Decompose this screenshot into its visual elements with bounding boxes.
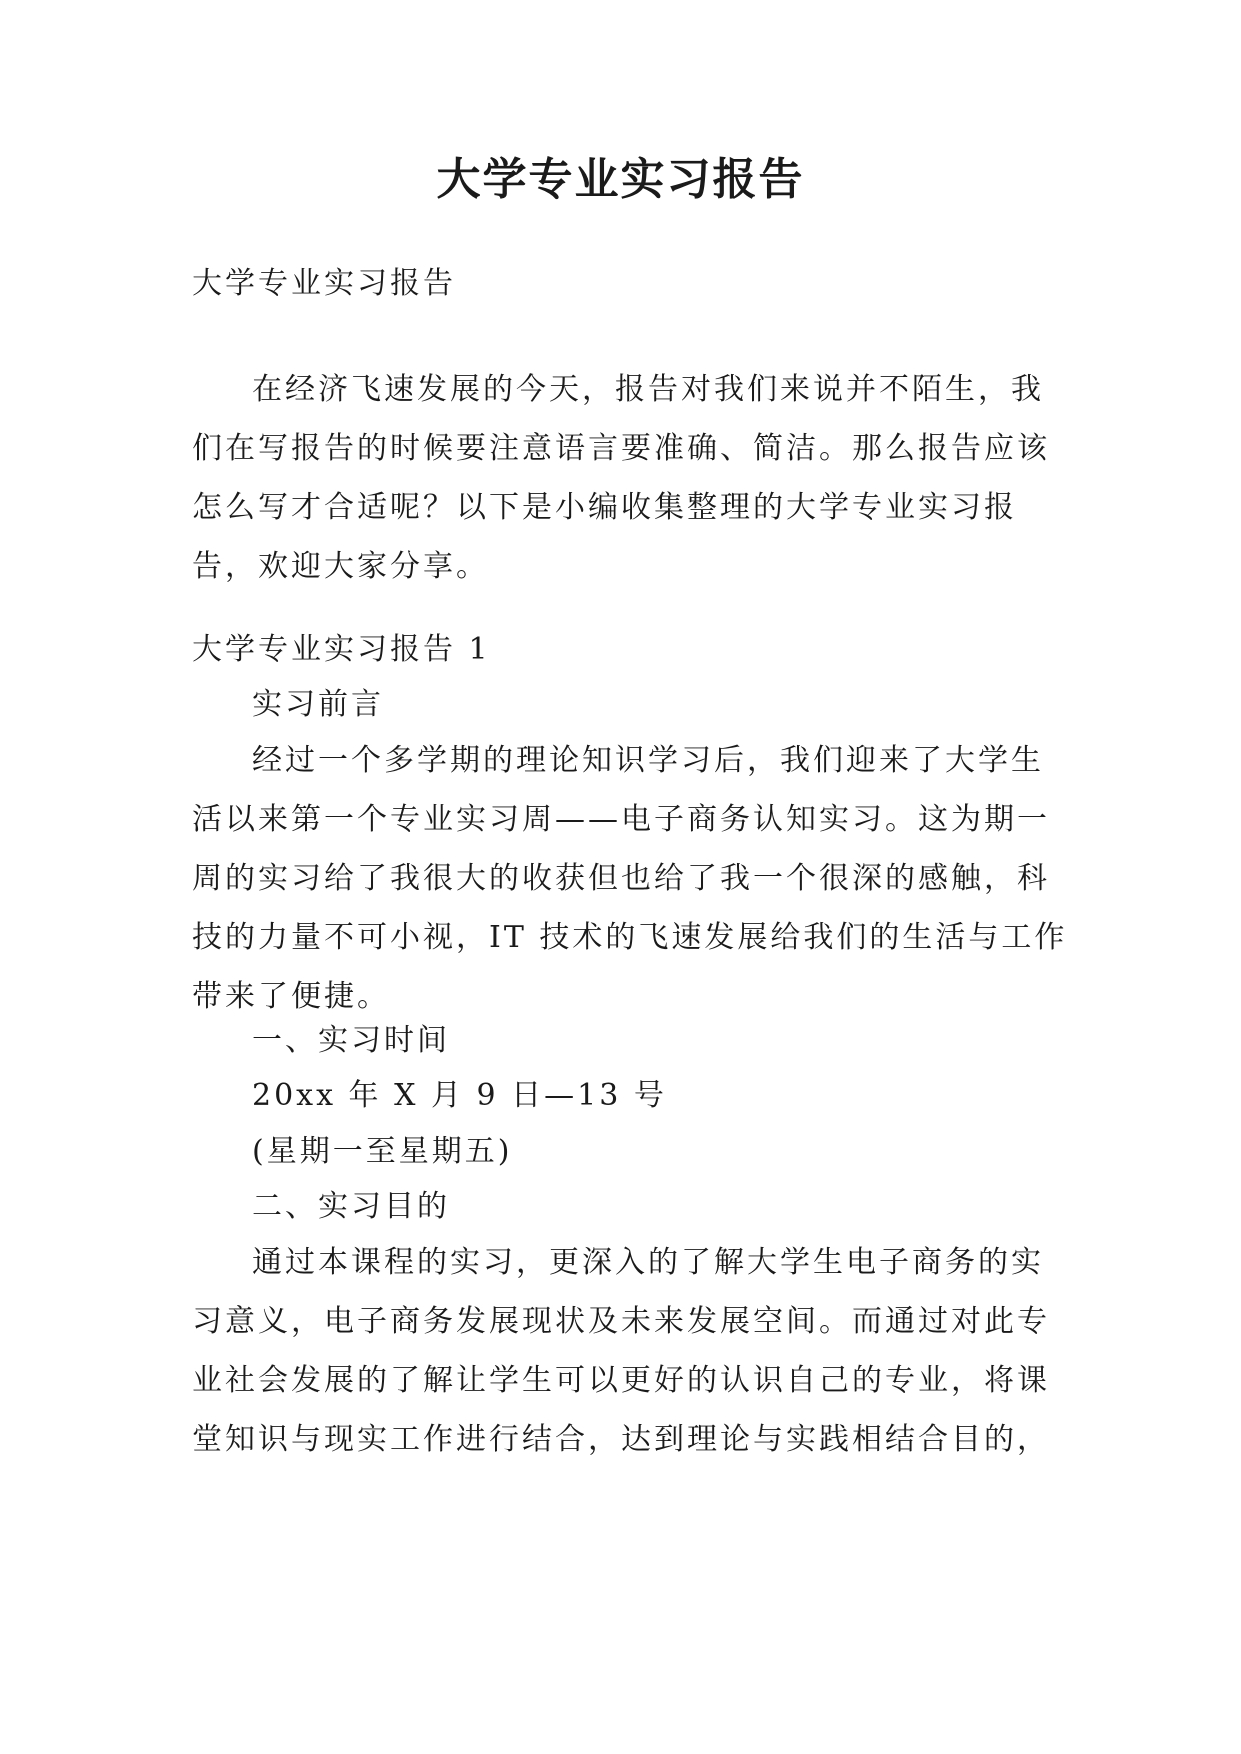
preface-paragraph [192, 731, 1068, 1026]
intro-line: 在经济飞速发展的今天，报告对我们来说并不陌生，我 [252, 372, 1044, 407]
preface-label: 实习前言 [252, 687, 384, 722]
intro-line: 怎么写才合适呢？以下是小编收集整理的大学专业实习报 [192, 490, 1017, 525]
intro-paragraph [192, 360, 1054, 596]
purpose-paragraph [192, 1233, 1054, 1469]
document-subtitle: 大学专业实习报告 [192, 266, 456, 301]
preface-line: 带来了便捷。 [192, 979, 390, 1014]
document-title: 大学专业实习报告 [436, 154, 805, 205]
preface-line: 技的力量不可小视，IT 技术的飞速发展给我们的生活与工作 [192, 920, 1068, 955]
purpose-line: 堂知识与现实工作进行结合，达到理论与实践相结合目的， [192, 1422, 1050, 1457]
preface-line: 活以来第一个专业实习周——电子商务认知实习。这为期一 [192, 802, 1050, 837]
intro-line: 告，欢迎大家分享。 [192, 549, 489, 584]
time-heading: 一、实习时间 [252, 1023, 450, 1058]
intro-line: 们在写报告的时候要注意语言要准确、简洁。那么报告应该 [192, 431, 1050, 466]
section-heading: 大学专业实习报告 1 [192, 632, 491, 667]
purpose-line: 通过本课程的实习，更深入的了解大学生电子商务的实 [252, 1245, 1044, 1280]
purpose-heading: 二、实习目的 [252, 1189, 450, 1224]
time-note: (星期一至星期五) [252, 1134, 513, 1169]
preface-line: 周的实习给了我很大的收获但也给了我一个很深的感触，科 [192, 861, 1050, 896]
preface-line: 经过一个多学期的理论知识学习后，我们迎来了大学生 [252, 743, 1044, 778]
purpose-line: 业社会发展的了解让学生可以更好的认识自己的专业，将课 [192, 1363, 1050, 1398]
purpose-line: 习意义，电子商务发展现状及未来发展空间。而通过对此专 [192, 1304, 1050, 1339]
time-value: 20xx 年 X 月 9 日—13 号 [252, 1078, 667, 1113]
